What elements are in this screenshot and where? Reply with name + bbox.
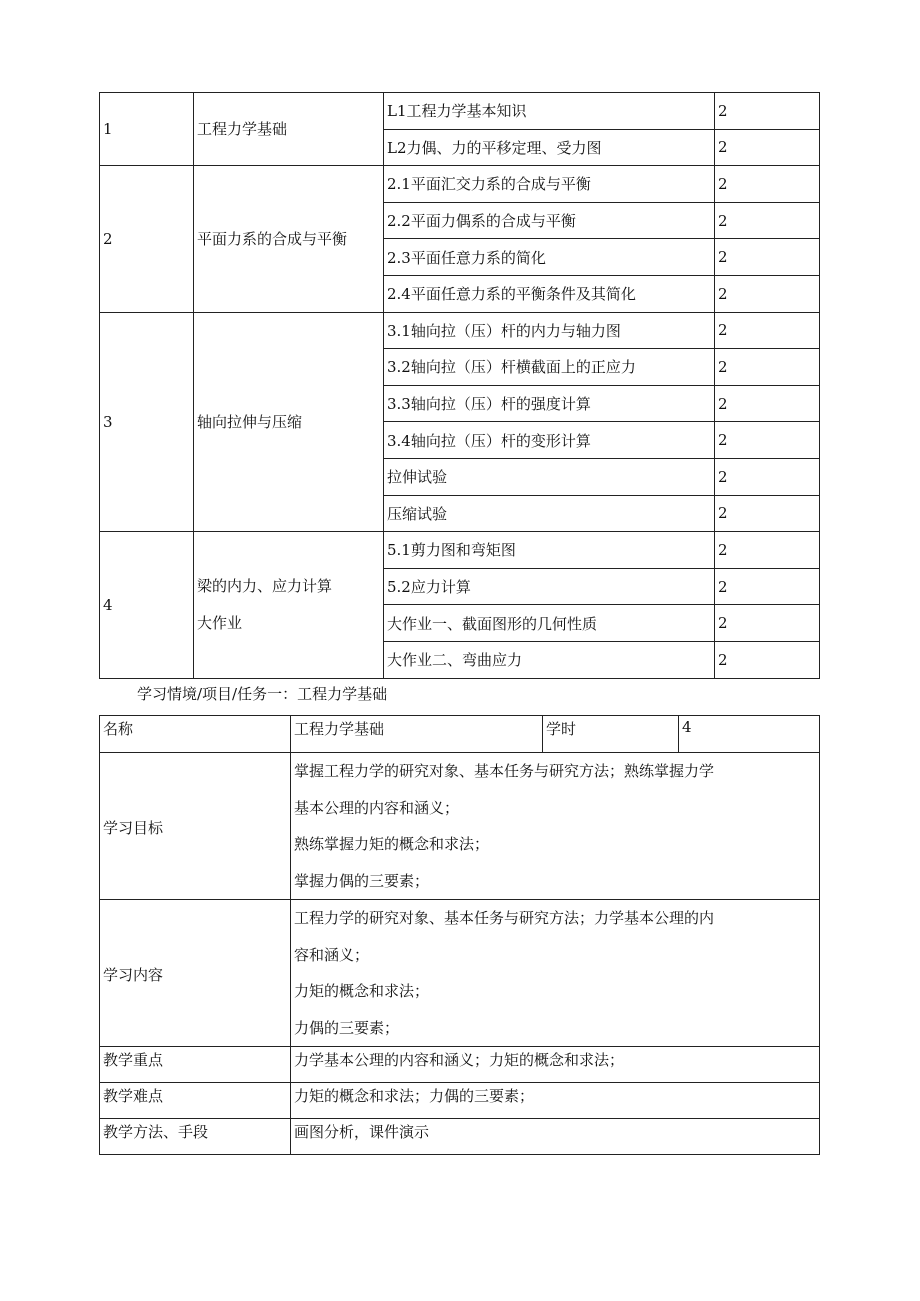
task-hours: 2	[715, 495, 820, 532]
objective-line: 掌握力偶的三要素；	[294, 871, 430, 890]
unit-name-line: 大作业	[197, 613, 243, 632]
method-label: 教学方法、手段	[100, 1119, 291, 1155]
task-hours: 2	[715, 166, 820, 203]
unit-name	[194, 166, 384, 312]
unit-number: 1	[100, 93, 194, 166]
content-line: 容和涵义；	[294, 945, 370, 964]
content-line: 力偶的三要素；	[294, 1018, 400, 1037]
objective-line: 掌握工程力学的研究对象、基本任务与研究方法；熟练掌握力学	[294, 762, 715, 780]
name-value: 工程力学基础	[291, 716, 543, 753]
schedule-row	[100, 312, 820, 349]
unit-name-line: 梁的内力、应力计算	[197, 577, 333, 596]
info-row-method	[100, 1119, 820, 1155]
hours-label: 学时	[543, 716, 679, 753]
task-hours: 2	[715, 239, 820, 276]
unit-name-line: 平面力系的合成与平衡	[197, 229, 348, 248]
task-title: 2.3平面任意力系的简化	[384, 239, 715, 276]
task-title: 3.2轴向拉（压）杆横截面上的正应力	[384, 349, 715, 386]
info-table	[99, 715, 820, 1155]
task-title: 2.1平面汇交力系的合成与平衡	[384, 166, 715, 203]
unit-name-line: 轴向拉伸与压缩	[197, 412, 303, 431]
task-hours: 2	[715, 605, 820, 642]
task-title: 3.3轴向拉（压）杆的强度计算	[384, 385, 715, 422]
task-hours: 2	[715, 385, 820, 422]
name-label: 名称	[100, 716, 291, 753]
hours-value: 4	[679, 716, 820, 753]
content-value	[291, 900, 820, 1047]
task-title: L2力偶、力的平移定理、受力图	[384, 129, 715, 166]
difficulty-value: 力矩的概念和求法；力偶的三要素；	[291, 1083, 820, 1119]
task-title: 2.4平面任意力系的平衡条件及其简化	[384, 275, 715, 312]
unit-name	[194, 312, 384, 532]
task-hours: 2	[715, 312, 820, 349]
info-row-focus	[100, 1047, 820, 1083]
task-title: 5.2应力计算	[384, 568, 715, 605]
schedule-row	[100, 532, 820, 569]
info-row-objectives	[100, 753, 820, 900]
task-title: 大作业二、弯曲应力	[384, 641, 715, 678]
task-hours: 2	[715, 641, 820, 678]
task-title: 3.4轴向拉（压）杆的变形计算	[384, 422, 715, 459]
difficulty-label: 教学难点	[100, 1083, 291, 1119]
task-hours: 2	[715, 275, 820, 312]
info-row-content	[100, 900, 820, 1047]
task-hours: 2	[715, 532, 820, 569]
task-title: L1工程力学基本知识	[384, 93, 715, 130]
task-title: 拉伸试验	[384, 458, 715, 495]
focus-label: 教学重点	[100, 1047, 291, 1083]
info-row-name	[100, 716, 820, 753]
schedule-body	[100, 93, 820, 679]
task-hours: 2	[715, 129, 820, 166]
task-hours: 2	[715, 422, 820, 459]
task-hours: 2	[715, 202, 820, 239]
schedule-row	[100, 93, 820, 130]
unit-name	[194, 532, 384, 678]
section-caption: 学习情境/项目/任务一：工程力学基础	[137, 685, 388, 703]
unit-number: 4	[100, 532, 194, 678]
unit-name	[194, 93, 384, 166]
task-title: 5.1剪力图和弯矩图	[384, 532, 715, 569]
objectives-value	[291, 753, 820, 900]
schedule-row	[100, 166, 820, 203]
content-label: 学习内容	[100, 900, 291, 1047]
task-title: 压缩试验	[384, 495, 715, 532]
unit-name-line: 工程力学基础	[197, 119, 288, 138]
focus-value: 力学基本公理的内容和涵义；力矩的概念和求法；	[291, 1047, 820, 1083]
content-line: 力矩的概念和求法；	[294, 982, 430, 1000]
task-hours: 2	[715, 349, 820, 386]
schedule-table	[99, 92, 820, 679]
content-line: 工程力学的研究对象、基本任务与研究方法；力学基本公理的内	[294, 909, 715, 927]
task-title: 2.2平面力偶系的合成与平衡	[384, 202, 715, 239]
task-hours: 2	[715, 568, 820, 605]
objective-line: 熟练掌握力矩的概念和求法；	[294, 835, 490, 853]
task-hours: 2	[715, 93, 820, 130]
unit-number: 2	[100, 166, 194, 312]
objective-line: 基本公理的内容和涵义；	[294, 798, 460, 817]
method-value: 画图分析，课件演示	[291, 1119, 820, 1155]
objectives-label: 学习目标	[100, 753, 291, 900]
task-title: 大作业一、截面图形的几何性质	[384, 605, 715, 642]
task-title: 3.1轴向拉（压）杆的内力与轴力图	[384, 312, 715, 349]
task-hours: 2	[715, 458, 820, 495]
unit-number: 3	[100, 312, 194, 532]
info-row-difficulty	[100, 1083, 820, 1119]
